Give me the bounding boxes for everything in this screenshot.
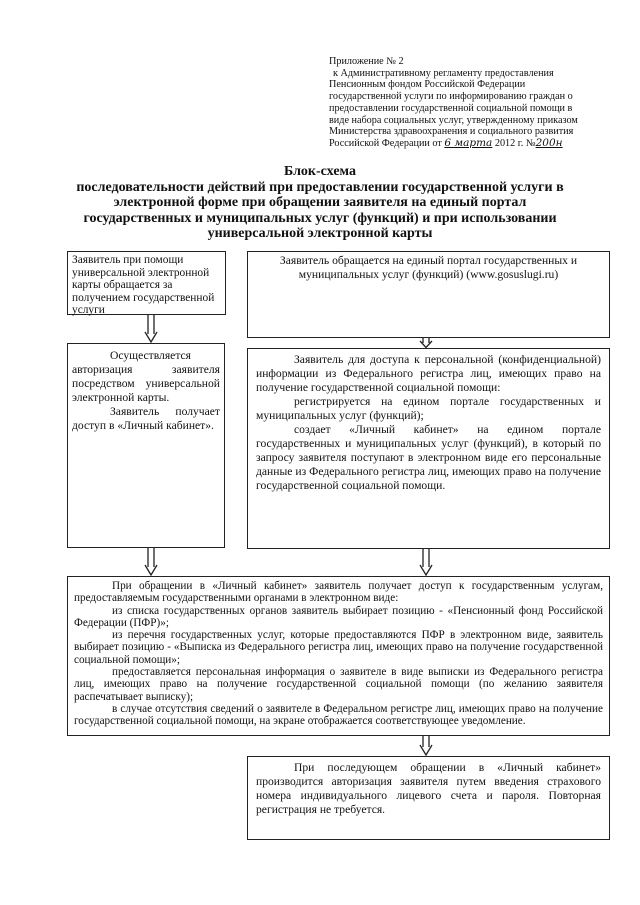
appendix-year: 2012 г. №	[494, 137, 536, 149]
arrow-down-icon	[144, 548, 158, 576]
box-paragraph: в случае отсутствия сведений о заявителе в Федеральном регистре лиц, имеющих право на получение государственной социальной помощи, на экране отображается соответствующее уведомление.	[74, 702, 603, 728]
box-paragraph: предоставляется персональная информация о заявителе в виде выписки из Федерального регистра лиц, имеющих право на получение государственной социальной помощи (по желанию заявителя распечатывает выписку);	[74, 666, 603, 703]
appendix-date-line	[329, 138, 609, 150]
box-paragraph: создает «Личный кабинет» на едином портале государственных и муниципальных услуг (функций), в который по запросу заявителя поступают в электронном виде его персональные данные из Федерального регистра лиц, имеющих право на получение государственной социальной помощи.	[256, 423, 601, 492]
arrow-down-icon	[144, 315, 158, 343]
title-line: электронной форме при обращении заявителя на единый портал	[113, 195, 527, 210]
arrow-down-icon	[419, 338, 433, 348]
box-paragraph: Осуществляется авторизация заявителя посредством универсальной электронной карты.	[72, 349, 220, 404]
box-paragraph: из списка государственных органов заявитель выбирает позицию - «Пенсионный фонд Российской Федерации (ПФР)»;	[74, 604, 603, 629]
box-card-auth	[67, 343, 225, 548]
box-paragraph: регистрируется на едином портале государственных и муниципальных услуг (функций);	[256, 395, 601, 422]
box-card-request	[67, 251, 226, 315]
box-paragraph: При последующем обращении в «Личный кабинет» производится авторизация заявителя путем введения страхового номера индивидуального лицевого счета и пароля. Повторная регистрация не требуется.	[256, 761, 601, 816]
appendix-header	[329, 56, 609, 150]
appendix-line: виде набора социальных услуг, утвержденному приказом	[329, 114, 578, 126]
diagram-title	[60, 164, 580, 242]
arrow-down-icon	[419, 736, 433, 756]
handwritten-number: 200н	[535, 136, 563, 149]
handwritten-date: 6 марта	[444, 136, 493, 149]
arrow-down-icon	[419, 549, 433, 576]
title-line: универсальной электронной карты	[207, 226, 433, 241]
box-paragraph: При обращении в «Личный кабинет» заявитель получает доступ к государственным услугам, предоставляемым государственными органами в электронном виде:	[74, 580, 603, 605]
box-text: Заявитель при помощи универсальной электронной карты обращается за получением государственной услуги	[72, 254, 215, 317]
title-line: государственных и муниципальных услуг (функций) и при использовании	[83, 210, 557, 226]
box-paragraph: из перечня государственных услуг, которые предоставляются ПФР в электронном виде, заявитель выбирает позицию - «Выписка из Федерального регистра лиц, имеющих право на получение государственной социальной помощи»;	[74, 629, 603, 666]
appendix-line: Пенсионным фондом Российской Федерации	[329, 79, 526, 91]
box-text: муниципальных услуг (функций) (www.gosuslugi.ru)	[298, 268, 559, 281]
title-line: Блок-схема	[284, 164, 356, 179]
box-paragraph: Заявитель получает доступ в «Личный кабинет».	[72, 405, 220, 432]
box-text: Заявитель обращается на единый портал государственных и	[279, 254, 578, 267]
appendix-number: Приложение № 2	[329, 56, 404, 67]
box-portal-request	[247, 251, 610, 338]
box-repeat	[247, 756, 610, 840]
box-portal-access	[247, 348, 610, 549]
box-cabinet	[67, 576, 610, 736]
appendix-line-prefix: Российской Федерации от	[329, 137, 442, 149]
appendix-line: государственной услуги по информированию граждан о	[329, 91, 573, 103]
title-line: последовательности действий при предоставлении государственной услуги в	[76, 179, 564, 195]
appendix-line: предоставлении государственной социальной помощи в	[329, 102, 573, 114]
appendix-line: к Административному регламенту предоставления	[333, 67, 554, 79]
appendix-line: Министерства здравоохранения и социального развития	[329, 126, 574, 138]
box-paragraph: Заявитель для доступа к персональной (конфиденциальной) информации из Федерального регистра лиц, имеющих право на получение государственной социальной помощи:	[256, 353, 601, 394]
